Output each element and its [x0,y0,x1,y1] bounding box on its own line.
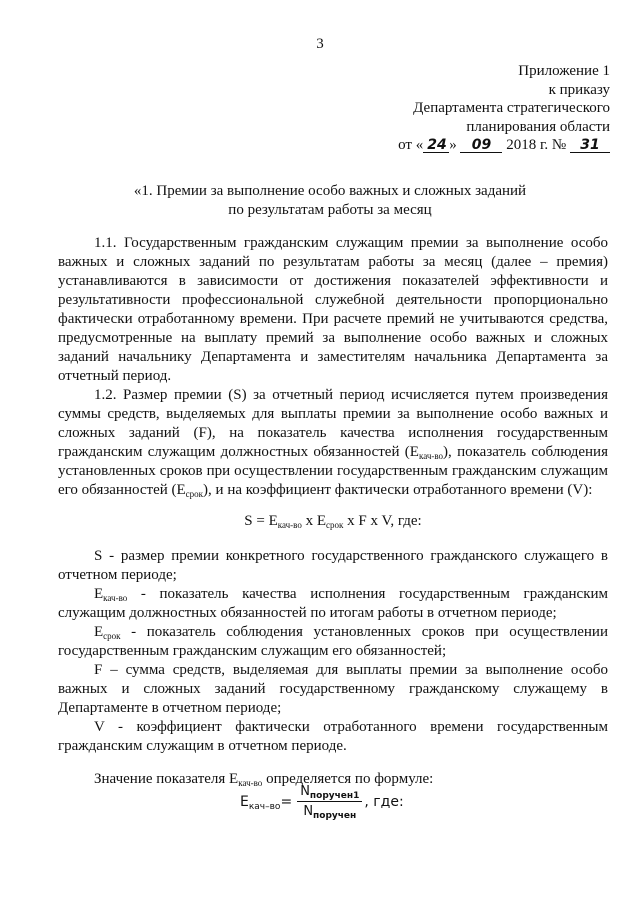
date-year: 2018 г. № [506,137,567,153]
lhs-sub: кач–во [248,801,281,812]
def-e1-sub: кач-во [103,593,128,603]
definition-v: V - коэффициент фактически отработанного времени государственным гражданским служащим в отчетном периоде. [58,719,608,754]
def-e2-symbol: E [94,624,104,640]
p2-text-3: ), и на коэффициент фактически отработанного времени (V): [203,482,593,498]
formula-fraction [297,784,362,819]
formula-lhs [240,794,280,810]
formula-part-b: x E [301,513,326,529]
num-symbol: N [300,784,310,799]
appendix-line-2: к приказу [548,81,610,98]
definition-e-quality [58,585,608,623]
num-sub: поручен1 [309,791,360,801]
den-symbol: N [303,804,314,819]
value-intro-b: определяется по формуле: [262,771,434,787]
paragraph-1-1: 1.1. Государственным гражданским служащим премии за выполнение особо важных и сложных заданий по результатам работы за месяц (далее – премия) устанавливаются в зависимости от достижения показателей эффективности и результативности профессиональной служебной деятельности пропорционально фактически отработанному времени. При расчете премий не учитываются средства, предусмотренные на выплату премий за выполнение особо важных и сложных заданий начальнику Департамента и заместителям начальника Департамента за отчетный период. [58,235,608,384]
formula-part-a: S = E [244,513,278,529]
p2-sub-1: кач-во [418,451,444,461]
handwritten-order-number: 31 [570,138,610,153]
appendix-line-4: планирования области [466,118,610,135]
formula-part-c: x F x V, где: [343,513,422,529]
paragraph-1-2 [58,386,608,500]
def-e1-symbol: E [94,586,104,602]
appendix-date-line [350,136,610,155]
p2-text-2: ), показатель соблюдения установленных сроков при осуществлении государственным гражданским служащим его обязанностей (E [58,444,608,498]
fraction-numerator [297,784,362,802]
handwritten-month: 09 [460,138,502,153]
formula-sub-1: кач-во [277,520,302,530]
document-body [58,234,608,789]
date-prefix: от « [398,137,424,153]
appendix-line-1: Приложение 1 [518,63,610,79]
date-mid: » [449,137,457,153]
formula-equals: = [280,793,293,810]
section-title [60,182,600,220]
appendix-header [350,62,610,155]
p2-sub-2: срок [185,489,204,499]
lhs-symbol: E [240,793,249,810]
formula-tail: , где: [364,793,404,810]
definition-s: S - размер премии конкретного государственного гражданского служащего в отчетном периоде; [58,548,608,583]
handwritten-day: 24 [423,138,449,153]
title-line-2: по результатам работы за месяц [228,202,432,218]
page-number: 3 [316,36,324,52]
def-e1-text: - показатель качества исполнения государственным гражданским служащим должностных обязанностей по итогам работы в отчетном периоде; [58,586,608,621]
title-line-1: «1. Премии за выполнение особо важных и сложных заданий [133,183,527,199]
appendix-line-3: Департамента стратегического [413,100,610,116]
spacer [58,756,608,770]
definition-f: F – сумма средств, выделяемая для выплаты премии за выполнение особо важных и сложных заданий государственному гражданскому служащему в Департаменте в отчетном периоде; [58,662,608,716]
quality-formula [240,784,404,819]
fraction-denominator [300,802,359,819]
value-intro-a: Значение показателя E [94,771,239,787]
value-intro-sub: кач-во [238,778,263,788]
p2-text-1: 1.2. Размер премии (S) за отчетный период исчисляется путем произведения суммы средств, выделяемых для выплаты премии за выполнение особо важных и сложных заданий (F), на показатель качества исполнения государственным гражданским служащим должностных обязанностей (E [58,387,608,460]
def-e2-sub: срок [103,631,121,641]
definition-e-term [58,623,608,661]
def-e2-text: - показатель соблюдения установленных сроков при осуществлении государственным гражданским служащим его обязанностей; [58,624,608,659]
formula-sub-2: срок [326,520,344,530]
den-sub: поручен [313,811,357,821]
premium-formula [58,512,608,531]
